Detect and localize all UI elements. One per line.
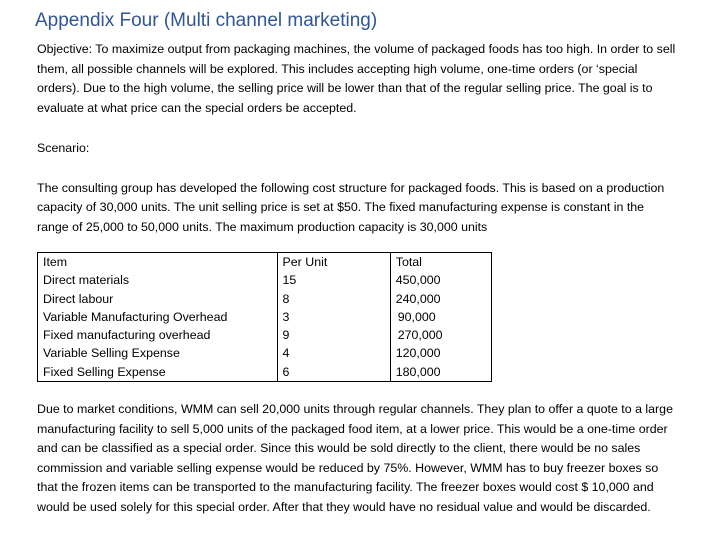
- row-item: Fixed manufacturing overhead: [38, 326, 278, 344]
- scenario-label: Scenario:: [37, 141, 90, 155]
- appendix-heading: Appendix Four (Multi channel marketing): [35, 10, 378, 31]
- objective-paragraph: Objective: To maximize output from packaging machines, the volume of packaged foods has too high. In order to sell them, all possible channels will be explored. This includes accepting high volume, one-time orders (or ‘special orders). Due to the high volume, the selling price will be lower than that of the regular selling price. The goal is to evaluate at what price can the special orders be accepted.: [37, 42, 676, 115]
- row-per-unit: 3: [277, 308, 390, 326]
- row-item: Direct materials: [38, 271, 278, 289]
- table-row: [38, 363, 492, 382]
- header-total: Total: [390, 253, 491, 272]
- row-per-unit: 15: [277, 271, 390, 289]
- row-per-unit: 9: [277, 326, 390, 344]
- row-total: 120,000: [390, 344, 491, 362]
- row-per-unit: 4: [277, 344, 390, 362]
- table-row: [38, 326, 492, 344]
- row-total: 240,000: [390, 290, 491, 308]
- document-page: [37, 8, 677, 517]
- row-total: 180,000: [390, 363, 491, 382]
- table-row: [38, 290, 492, 308]
- row-per-unit: 8: [277, 290, 390, 308]
- table-row: [38, 344, 492, 362]
- row-item: Fixed Selling Expense: [38, 363, 278, 382]
- header-per-unit: Per Unit: [277, 253, 390, 272]
- row-per-unit: 6: [277, 363, 390, 382]
- row-item: Variable Manufacturing Overhead: [38, 308, 278, 326]
- table-row: [38, 271, 492, 289]
- row-total: 450,000: [390, 271, 491, 289]
- scenario-paragraph: The consulting group has developed the following cost structure for packaged foods. This is based on a production capacity of 30,000 units. The unit selling price is set at $50. The fixed manufacturing expense is constant in the range of 25,000 to 50,000 units. The maximum production capacity is 30,000 units: [37, 180, 665, 234]
- table-header-row: [38, 253, 492, 272]
- cost-structure-table: [37, 252, 492, 382]
- row-item: Direct labour: [38, 290, 278, 308]
- row-total: 90,000: [390, 308, 491, 326]
- special-order-paragraph: Due to market conditions, WMM can sell 20,000 units through regular channels. They plan to offer a quote to a large manufacturing facility to sell 5,000 units of the packaged food item, at a lower price. This would be a one-time order and can be classified as a special order. Since this would be sold directly to the client, there would be no sales commission and variable selling expense would be reduced by 75%. However, WMM has to buy freezer boxes so that the frozen items can be transported to the manufacturing facility. The freezer boxes would cost $ 10,000 and would be used solely for this special order. After that they would have no residual value and would be discarded.: [37, 402, 673, 514]
- row-total: 270,000: [390, 326, 491, 344]
- table-row: [38, 308, 492, 326]
- row-item: Variable Selling Expense: [38, 344, 278, 362]
- header-item: Item: [38, 253, 278, 272]
